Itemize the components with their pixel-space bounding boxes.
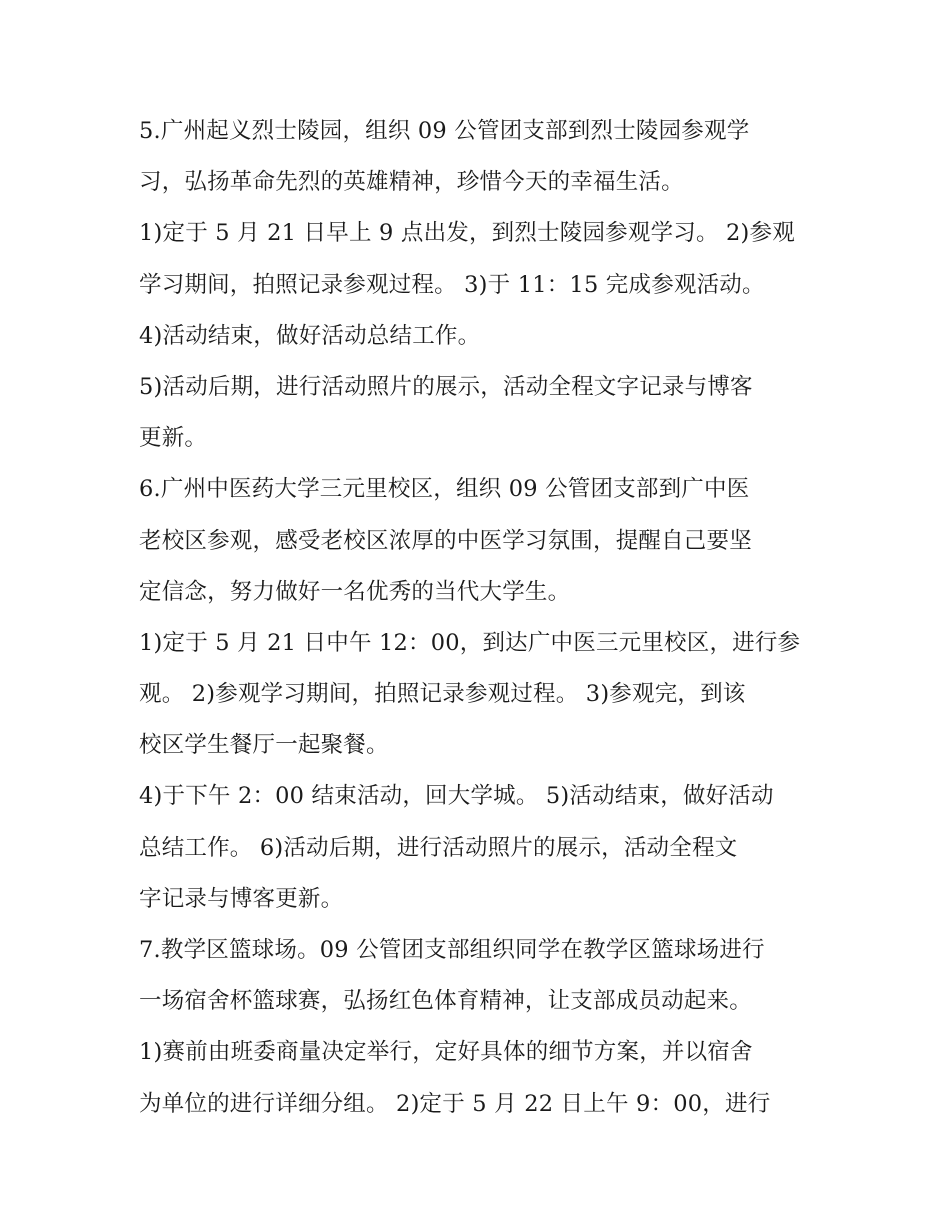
text-line: 4)活动结束，做好活动总结工作。 — [139, 322, 481, 349]
text-line: 一场宿舍杯篮球赛，弘扬红色体育精神，让支部成员动起来。 — [139, 988, 752, 1015]
text-line: 6.广州中医药大学三元里校区，组织 09 公管团支部到广中医 — [139, 476, 750, 503]
text-line: 校区学生餐厅一起聚餐。 — [139, 732, 389, 759]
text-line: 7.教学区篮球场。09 公管团支部组织同学在教学区篮球场进行 — [139, 937, 765, 963]
text-line: 学习期间，拍照记录参观过程。 3)于 11：15 完成参观活动。 — [139, 271, 765, 298]
text-line: 1)赛前由班委商量决定举行，定好具体的细节方案，并以宿舍 — [139, 1039, 753, 1066]
text-line: 观。 2)参观学习期间，拍照记录参观过程。 3)参观完，到该 — [139, 681, 746, 708]
text-line: 1)定于 5 月 21 日中午 12：00，到达广中医三元里校区，进行参 — [139, 629, 801, 656]
text-line: 为单位的进行详细分组。 2)定于 5 月 22 日上午 9：00，进行 — [139, 1090, 771, 1117]
text-line: 1)定于 5 月 21 日早上 9 点出发，到烈士陵园参观学习。 2)参观 — [139, 220, 795, 247]
text-line: 更新。 — [139, 425, 208, 452]
text-line: 5)活动后期，进行活动照片的展示，活动全程文字记录与博客 — [139, 373, 753, 400]
text-line: 总结工作。 6)活动后期，进行活动照片的展示，活动全程文 — [139, 834, 738, 861]
document-body — [139, 106, 819, 1130]
text-line: 字记录与博客更新。 — [139, 885, 344, 912]
text-line: 5.广州起义烈士陵园，组织 09 公管团支部到烈士陵园参观学 — [139, 118, 750, 144]
text-line: 老校区参观，感受老校区浓厚的中医学习氛围，提醒自己要坚 — [139, 527, 752, 554]
text-line: 4)于下午 2：00 结束活动，回大学城。 5)活动结束，做好活动 — [139, 783, 774, 810]
text-line: 习，弘扬革命先烈的英雄精神，珍惜今天的幸福生活。 — [139, 169, 684, 196]
text-line: 定信念，努力做好一名优秀的当代大学生。 — [139, 578, 571, 605]
